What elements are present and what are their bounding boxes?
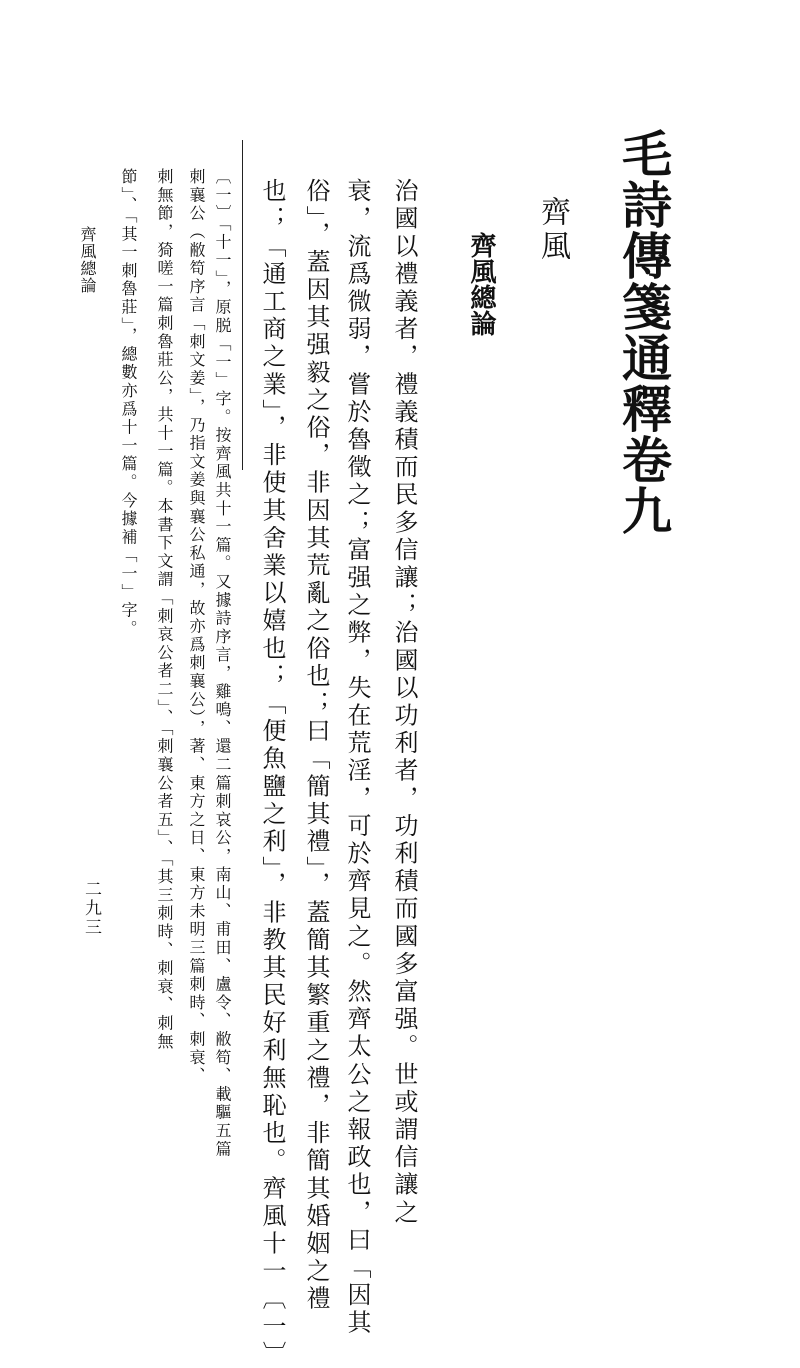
- body-text-line: 也；「通工商之業」，非使其舍業以嬉也；「便魚鹽之利」，非教其民好利無恥也。齊風十一〔一〕: [258, 178, 286, 1368]
- footnote-line: 節」、「其一刺魯莊」，總數亦爲十一篇。今據補「一」字。: [119, 168, 138, 639]
- body-text-line: 治國以禮義者，禮義積而民多信讓；治國以功利者，功利積而國多富强。世或謂信讓之: [390, 178, 418, 1227]
- footnote-line: 刺襄公（敝笱序言「刺文姜」，乃指文姜與襄公私通，故亦爲刺襄公），著、東方之日、東方未明三篇刺時、刺衰、: [187, 168, 206, 1086]
- notes-divider: [242, 140, 243, 470]
- subsection-title: 齊風總論: [466, 232, 496, 336]
- body-text-line: 俗」，蓋因其强毅之俗，非因其荒亂之俗也；曰「簡其禮」，蓋簡其繁重之禮，非簡其婚姻之禮: [302, 178, 330, 1314]
- page-number: 二九三: [81, 880, 101, 937]
- book-title: 毛詩傳箋通釋卷九: [614, 128, 673, 536]
- footnote-line: 刺無節，猗嗟一篇刺魯莊公，共十一篇。本書下文謂「刺哀公者二」、「刺襄公者五」、「其三刺時、刺衰、刺無: [155, 168, 174, 1051]
- section-title: 齊風: [535, 196, 570, 264]
- running-header: 齊風總論: [78, 226, 97, 294]
- footnote-line: 〔一〕「十一」，原脱「一」字。按齊風共十一篇。又據詩序言，雞鳴、還二篇刺哀公，南山、甫田、盧令、敝笱、載驅五篇: [213, 168, 232, 1159]
- body-text-line: 衰，流爲微弱，嘗於魯徵之；富强之弊，失在荒淫，可於齊見之。然齊太公之報政也，曰「因其: [343, 178, 371, 1338]
